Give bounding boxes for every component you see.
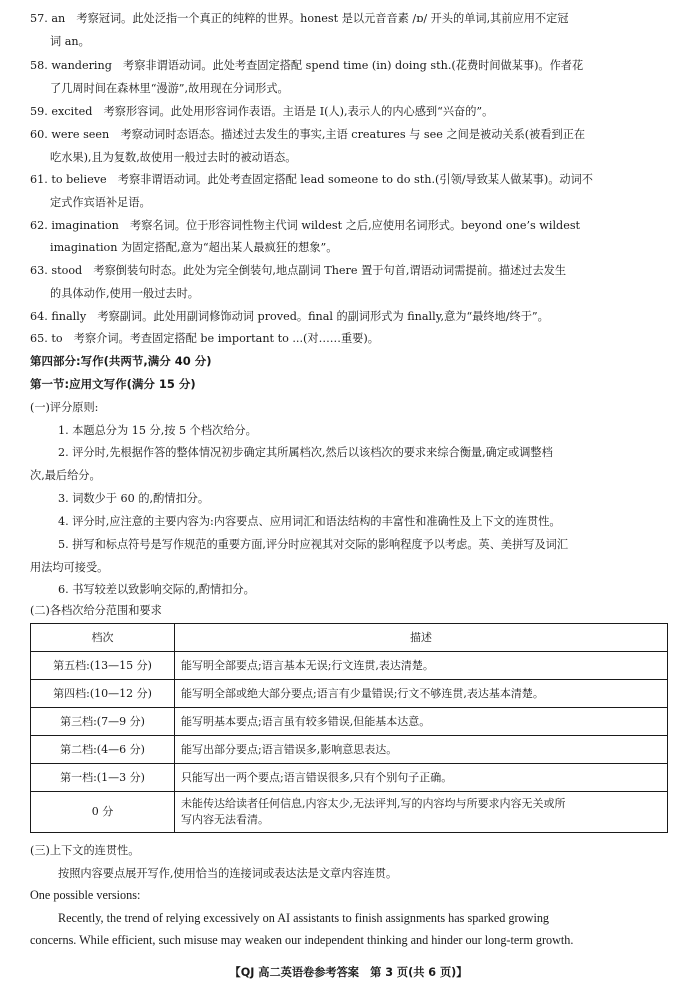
answer-58-line1: 58. wandering 考察非谓语动词。此处考查固定搭配 spend time (in) doing sth.(花费时间做某事)。作者花 [30,59,584,72]
grade-desc: 能写明全部或绝大部分要点;语言有少量错误;行文不够连贯,表达基本清楚。 [175,680,668,708]
principle-5-line2: 用法均可接受。 [30,561,109,574]
principle-4: 4. 评分时,应注意的主要内容为:内容要点、应用词汇和语法结构的丰富性和准确性及上下文的连贯性。 [58,515,561,528]
table-header-row [31,624,668,652]
part4-title: 第四部分:写作(共两节,满分 40 分) [30,354,212,368]
grade-level: 第一档:(1—3 分) [31,764,175,792]
sample-line1: Recently, the trend of relying excessively on AI assistants to finish assignments has sparked growing [58,911,550,925]
grade-level: 第四档:(10—12 分) [31,680,175,708]
versions-label: One possible versions: [30,888,141,902]
table-row [31,792,668,833]
answer-62-line2: imagination 为固定搭配,意为“超出某人最疯狂的想象”。 [50,241,338,254]
grade-desc: 只能写出一两个要点;语言错误很多,只有个别句子正确。 [175,764,668,792]
answer-63-line2: 的具体动作,使用一般过去时。 [50,287,199,300]
answer-57-line2: 词 an。 [50,35,90,48]
grade-level: 第二档:(4—6 分) [31,736,175,764]
col-header-desc: 描述 [175,624,668,652]
col-header-level: 档次 [31,624,175,652]
table-row [31,708,668,736]
table-row [31,736,668,764]
section1-title: 第一节:应用文写作(满分 15 分) [30,377,196,391]
grade-desc [175,792,668,833]
grade-desc-line2: 写内容无法看清。 [181,813,269,826]
table-row [31,680,668,708]
answer-64-line1: 64. finally 考察副词。此处用副词修饰动词 proved。final 的副词形式为 finally,意为“最终地/终于”。 [30,310,549,323]
answer-61-line2: 定式作宾语补足语。 [50,196,151,209]
grade-level: 第五档:(13—15 分) [31,652,175,680]
table-row [31,764,668,792]
principle-2-line2: 次,最后给分。 [30,469,101,482]
grade-level: 0 分 [31,792,175,833]
coherence-heading: (三)上下文的连贯性。 [30,844,140,857]
grade-desc: 能写明基本要点;语言虽有较多错误,但能基本达意。 [175,708,668,736]
answer-63-line1: 63. stood 考察倒装句时态。此处为完全倒装句,地点副词 There 置于句首,谓语动词需提前。描述过去发生 [30,264,567,277]
sample-line2: concerns. While efficient, such misuse may weaken our independent thinking and hinder our long-term growth. [30,933,574,947]
table-row [31,652,668,680]
principles-heading: (一)评分原则: [30,401,99,414]
grades-heading: (二)各档次给分范围和要求 [30,604,162,617]
answer-57-line1: 57. an 考察冠词。此处泛指一个真正的纯粹的世界。honest 是以元音音素 /ɒ/ 开头的单词,其前应用不定冠 [30,12,569,25]
answer-61-line1: 61. to believe 考察非谓语动词。此处考查固定搭配 lead someone to do sth.(引领/导致某人做某事)。动词不 [30,173,593,186]
principle-1: 1. 本题总分为 15 分,按 5 个档次给分。 [58,424,257,437]
page-footer: 【QJ 高二英语卷参考答案 第 3 页(共 6 页)】 [229,966,468,979]
answer-58-line2: 了几周时间在森林里“漫游”,故用现在分词形式。 [50,82,289,95]
answer-60-line2: 吃水果),且为复数,故使用一般过去时的被动语态。 [50,151,297,164]
principle-3: 3. 词数少于 60 的,酌情扣分。 [58,492,210,505]
grade-desc: 能写出部分要点;语言错误多,影响意思表达。 [175,736,668,764]
principle-2-line1: 2. 评分时,先根据作答的整体情况初步确定其所属档次,然后以该档次的要求来综合衡量,确定或调整档 [58,446,553,459]
answer-60-line1: 60. were seen 考察动词时态语态。描述过去发生的事实,主语 creatures 与 see 之间是被动关系(被看到正在 [30,128,586,141]
principle-5-line1: 5. 拼写和标点符号是写作规范的重要方面,评分时应视其对交际的影响程度予以考虑。英、美拼写及词汇 [58,538,569,551]
answer-62-line1: 62. imagination 考察名词。位于形容词性物主代词 wildest 之后,应使用名词形式。beyond one’s wildest [30,219,581,232]
grade-desc-line1: 未能传达给读者任何信息,内容太少,无法评判,写的内容均与所要求内容无关或所 [181,797,566,810]
principle-6: 6. 书写较差以致影响交际的,酌情扣分。 [58,583,255,596]
answer-65-line1: 65. to 考察介词。考查固定搭配 be important to ...(对……重要)。 [30,332,379,345]
grade-level: 第三档:(7—9 分) [31,708,175,736]
answer-59-line1: 59. excited 考察形容词。此处用形容词作表语。主语是 I(人),表示人的内心感到“兴奋的”。 [30,105,494,118]
grade-desc: 能写明全部要点;语言基本无误;行文连贯,表达清楚。 [175,652,668,680]
grading-table [30,623,668,833]
coherence-text: 按照内容要点展开写作,使用恰当的连接词或表达法是文章内容连贯。 [58,867,398,880]
